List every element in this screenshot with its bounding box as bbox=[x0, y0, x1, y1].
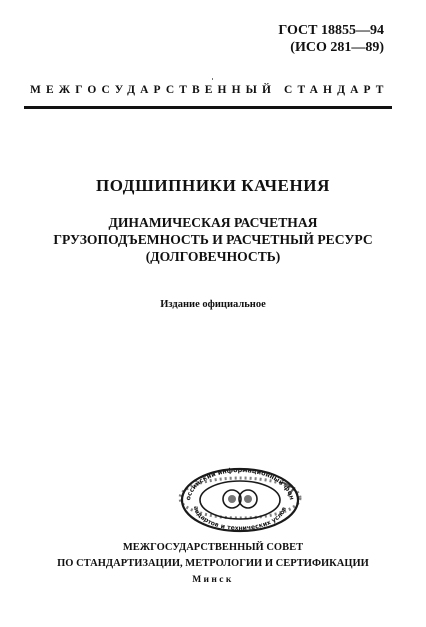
subtitle-line-3: (ДОЛГОВЕЧНОСТЬ) bbox=[145, 249, 281, 264]
standard-type: МЕЖГОСУДАРСТВЕННЫЙ СТАНДАРТ bbox=[30, 84, 389, 96]
stamp-emblem bbox=[223, 490, 257, 508]
stamp-inner-ring bbox=[200, 481, 280, 519]
document-subtitle bbox=[20, 214, 406, 265]
library-stamp-icon bbox=[176, 462, 304, 534]
header-rule bbox=[24, 106, 392, 109]
subtitle-line-2: ГРУЗОПОДЪЕМНОСТЬ И РАСЧЕТНЫЙ РЕСУРС bbox=[53, 232, 373, 247]
publisher-block bbox=[20, 540, 406, 588]
publication-city: Минск bbox=[192, 575, 234, 585]
iso-number: (ИСО 281—89) bbox=[290, 40, 384, 55]
publisher-line-2: ПО СТАНДАРТИЗАЦИИ, МЕТРОЛОГИИ И СЕРТИФИКАЦИИ bbox=[57, 558, 369, 569]
gost-designation bbox=[278, 22, 384, 56]
scan-speck bbox=[212, 78, 213, 80]
document-title: ПОДШИПНИКИ КАЧЕНИЯ bbox=[95, 176, 331, 195]
subtitle-line-1: ДИНАМИЧЕСКАЯ РАСЧЕТНАЯ bbox=[108, 215, 318, 230]
edition-note: Издание официальное bbox=[160, 299, 266, 310]
stamp-top-text: оссийский информационный фон bbox=[184, 465, 296, 502]
stamp-bottom-text: андартов и технических услов bbox=[191, 505, 288, 533]
stamp-graphic bbox=[176, 462, 304, 534]
publisher-line-1: МЕЖГОСУДАРСТВЕННЫЙ СОВЕТ bbox=[122, 542, 304, 553]
gost-number: ГОСТ 18855—94 bbox=[278, 23, 384, 38]
